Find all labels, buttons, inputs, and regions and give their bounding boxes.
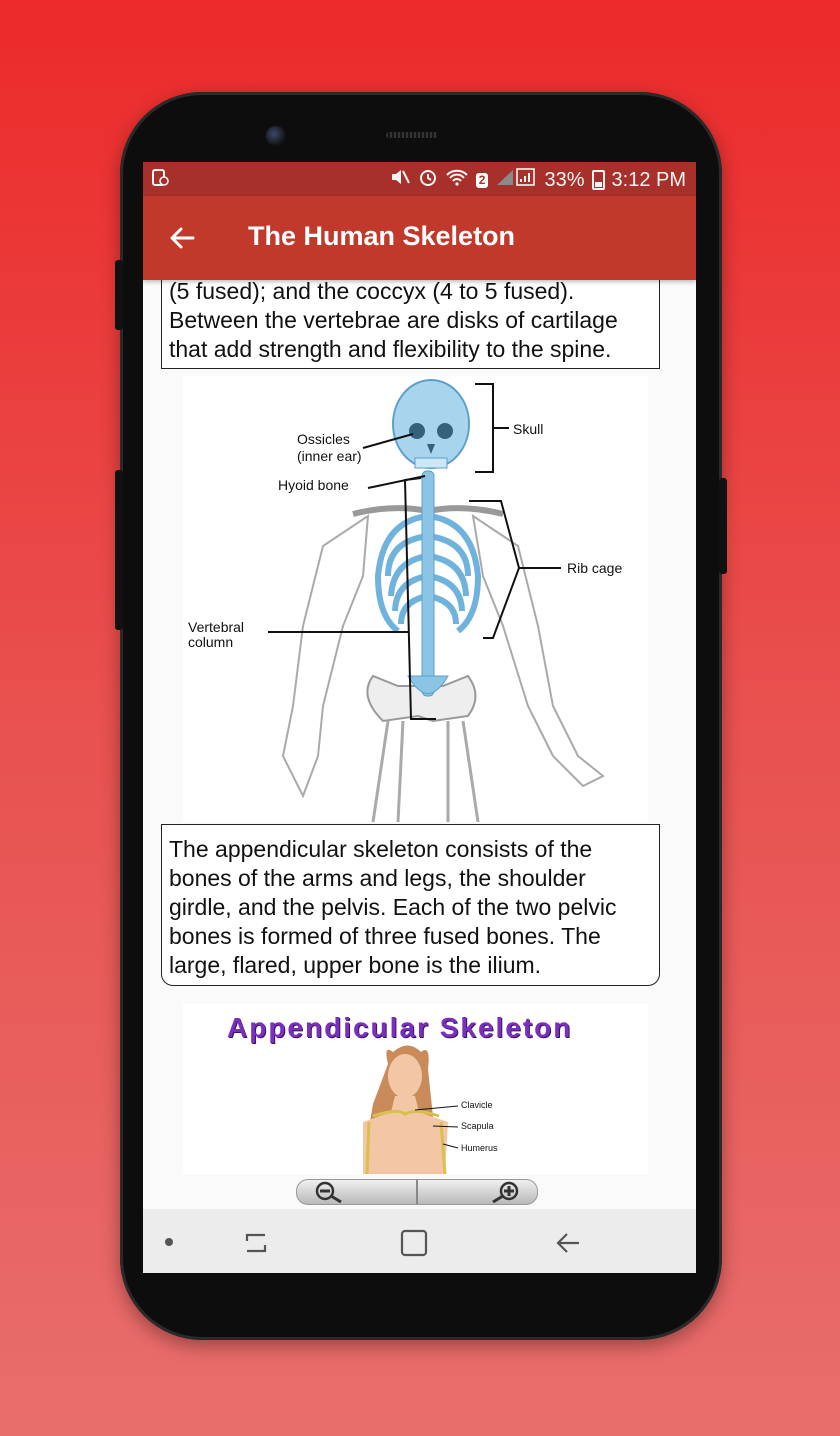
back-button[interactable] xyxy=(163,218,203,258)
home-icon xyxy=(399,1229,429,1257)
back-arrow-icon xyxy=(163,218,203,258)
nav-back-icon xyxy=(553,1229,583,1257)
home-button[interactable] xyxy=(399,1229,429,1262)
nav-dot-indicator xyxy=(165,1238,173,1246)
recents-button[interactable] xyxy=(241,1229,271,1262)
label-inner-ear: (inner ear) xyxy=(297,448,362,464)
power-button xyxy=(719,478,727,574)
battery-percent: 33% xyxy=(544,168,585,191)
zoom-out-button[interactable] xyxy=(309,1180,349,1209)
status-bar xyxy=(143,162,696,196)
zoom-control xyxy=(296,1179,538,1205)
front-camera xyxy=(266,126,286,146)
volume-button xyxy=(115,260,123,330)
label-skull: Skull xyxy=(513,421,544,437)
nav-back-button[interactable] xyxy=(553,1229,583,1262)
app-bar xyxy=(143,196,696,280)
label-ossicles: Ossicles xyxy=(297,431,350,447)
figure-title: Appendicular Skeleton xyxy=(227,1012,573,1043)
screenshot-notification-icon xyxy=(151,168,171,194)
screen xyxy=(143,162,696,1273)
zoom-out-icon xyxy=(309,1180,349,1204)
label-vertebral: Vertebral xyxy=(188,619,245,635)
label-column: column xyxy=(188,634,234,650)
zoom-divider xyxy=(416,1180,418,1204)
navigation-bar xyxy=(143,1209,696,1273)
mute-icon xyxy=(389,167,411,193)
label-rib-cage: Rib cage xyxy=(567,560,623,576)
alarm-icon xyxy=(418,167,438,193)
paragraph-appendicular: The appendicular skeleton consists of the bones of the arms and legs, the shoulder girdle, and the pelvis. Each of the two pelvic bones is formed of three fused bones. The large, flared, upper bone is the ilium. xyxy=(161,824,660,986)
appendicular-figure xyxy=(183,1004,648,1174)
signal-icon xyxy=(495,167,537,193)
battery-icon xyxy=(592,170,605,190)
label-humerus: Humerus xyxy=(461,1143,498,1153)
skeleton-figure xyxy=(183,376,648,822)
bixby-button xyxy=(115,470,123,630)
page-title: The Human Skeleton xyxy=(248,221,516,251)
paragraph-vertebrae: (5 fused); and the coccyx (4 to 5 fused). Between the vertebrae are disks of cartilage that add strength and flexibility to the spine. xyxy=(161,280,660,369)
wifi-icon xyxy=(445,167,469,193)
wifi-badge: 2 xyxy=(476,173,489,188)
clock: 3:12 PM xyxy=(611,168,686,191)
content-scroll[interactable] xyxy=(143,280,696,1209)
zoom-in-icon xyxy=(485,1180,525,1204)
earpiece-speaker xyxy=(386,132,438,138)
recents-icon xyxy=(241,1229,271,1257)
label-hyoid: Hyoid bone xyxy=(278,477,349,493)
label-clavicle: Clavicle xyxy=(461,1100,493,1110)
zoom-in-button[interactable] xyxy=(485,1180,525,1209)
label-scapula: Scapula xyxy=(461,1121,494,1131)
